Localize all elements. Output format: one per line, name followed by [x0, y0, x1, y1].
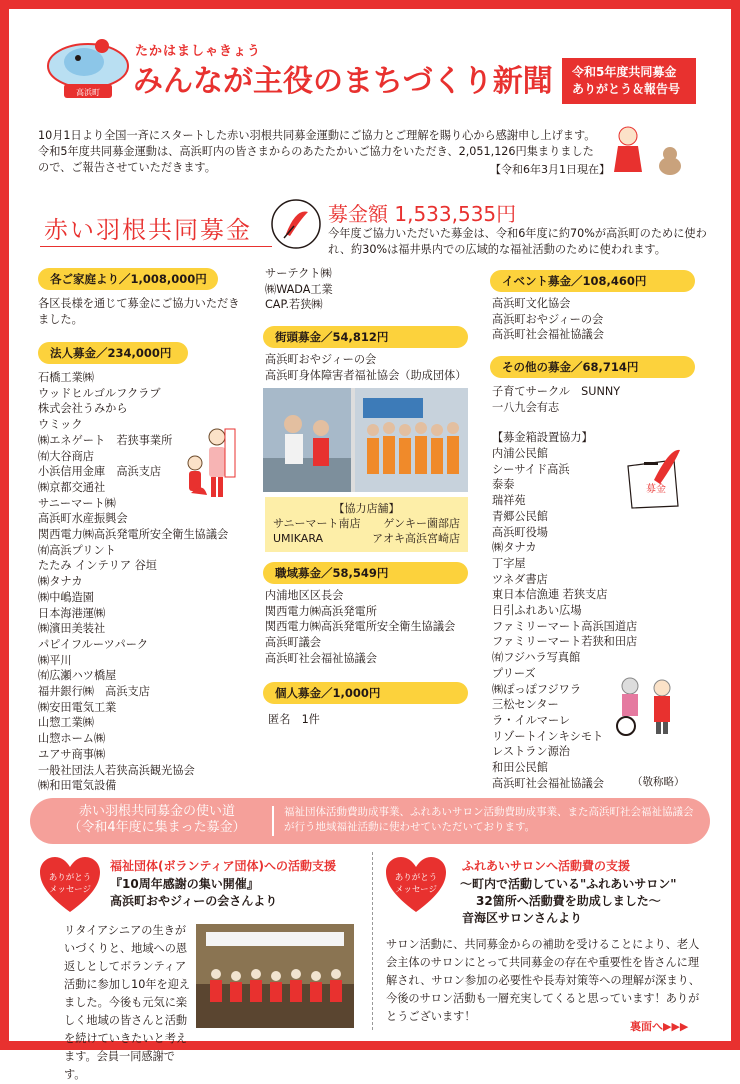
- section-title: 赤い羽根共同募金: [44, 216, 252, 244]
- box-title: 【募金箱設置協力】: [492, 431, 593, 444]
- list-item: 高浜町社会福祉協議会: [492, 776, 604, 790]
- heart-label-left: [35, 872, 105, 896]
- coop-store: サニーマート南店: [273, 517, 361, 530]
- left-story-subtitle-2: 高浜町おやジィーの会さんより: [110, 894, 278, 908]
- issue-badge: [562, 58, 696, 104]
- list-item: 高浜町水産振興会: [38, 512, 128, 526]
- list-item: ㈲広瀬ハツ橋屋: [38, 669, 117, 683]
- list-item: ㈱エネゲート 若狭事業所: [38, 433, 173, 447]
- list-item: 一般社団法人若狭高浜観光協会: [38, 763, 195, 777]
- list-item: ㈱ぽっぽフジワラ: [492, 682, 582, 696]
- coop-store: アオキ高浜宮崎店: [372, 532, 460, 545]
- list-item: 山惣工業㈱: [38, 716, 94, 730]
- heart-label-line-2: メッセージ: [49, 885, 91, 895]
- list-item: 内浦地区区長会: [265, 589, 344, 602]
- list-item: 石橋工業㈱: [38, 371, 94, 384]
- logo-text: 高浜町: [76, 88, 100, 97]
- list-item: 小浜信用金庫 高浜支店: [38, 465, 162, 479]
- section-underline: [40, 246, 272, 247]
- banner-title: [52, 804, 262, 836]
- banner-separator: [272, 806, 274, 836]
- banner-text: 福祉団体活動費助成事業、ふれあいサロン活動費助成事業、また高浜町社会福祉協議会が行う地域福祉活動に使わせていただいております。: [284, 806, 694, 833]
- heart-label-right: [381, 872, 451, 896]
- mascot-logo-icon: [44, 32, 132, 104]
- list-item: ㈱平川: [38, 653, 72, 667]
- column2-top-list: [265, 266, 333, 313]
- street-list: [265, 352, 466, 383]
- list-item: ウッドヒルゴルフクラブ: [38, 386, 161, 400]
- list-item: 内浦公民館: [492, 447, 548, 460]
- list-item: 関西電力㈱高浜発電所: [265, 604, 377, 618]
- event-list: [492, 296, 604, 343]
- left-story-subtitle-1: 『10周年感謝の集い開催』: [110, 877, 259, 891]
- concert-photo: [196, 924, 354, 1028]
- list-item: 株式会社うみから: [38, 402, 128, 416]
- girl-mascot-icon: [608, 122, 688, 182]
- list-item: ㈱WADA工業: [265, 282, 333, 296]
- list-item: 高浜町おやジィーの会: [265, 353, 377, 366]
- coop-store: ゲンキー薗部店: [383, 517, 460, 530]
- list-item: ㈱京都交通社: [38, 480, 106, 494]
- list-item: 日引ふれあい広場: [492, 604, 582, 618]
- intro-date: 【令和6年3月1日現在】: [490, 163, 610, 176]
- list-item: ファミリーマート高浜国道店: [492, 619, 638, 633]
- list-item: ウミック: [38, 418, 83, 432]
- list-item: 一八九会有志: [492, 400, 560, 414]
- left-story-body: リタイアシニアの生きがいづくりと、地域への恩返しとしてボランティア活動に参加し10年を迎えました。今後も元気に楽しく地域の皆さんと活動を続けていきたいと考えます。会員一同感謝です。: [64, 924, 191, 1081]
- list-item: 高浜町役場: [492, 525, 548, 539]
- list-item: 泰泰: [492, 478, 515, 492]
- list-item: 高浜町社会福祉協議会: [492, 328, 604, 342]
- list-item: ㈱中嶋造園: [38, 590, 94, 604]
- elderly-couple-icon: [610, 676, 686, 736]
- list-item: CAP.若狭㈱: [265, 298, 323, 312]
- home-text-line-1: 各区長様を通じて募金にご協力いただき: [38, 297, 240, 310]
- pill-other: その他の募金／68,714円: [490, 356, 695, 378]
- list-item: 瑞祥苑: [492, 494, 526, 508]
- pill-home: 各ご家庭より／1,008,000円: [38, 268, 218, 290]
- home-text: [38, 296, 239, 327]
- street-fundraising-photo: [263, 388, 468, 492]
- list-item: サニーマート㈱: [38, 496, 116, 510]
- right-story-title: ふれあいサロンへ活動費の支援: [462, 859, 631, 873]
- list-item: ㈲高浜プリント: [38, 543, 116, 557]
- list-item: ㈱和田電気設備: [38, 779, 117, 793]
- donation-description: 今年度ご協力いただいた募金は、令和6年度に約70%が高浜町のために使われ、約30%は福井県内での広域的な福祉活動のために使われます。: [328, 227, 707, 256]
- left-story-title: 福祉団体(ボランティア団体)への活動支援: [110, 859, 337, 873]
- right-story-subtitle-2: 32箇所へ活動費を助成しました～: [476, 894, 661, 908]
- column-divider: [372, 852, 373, 1030]
- concert-illustration: [196, 924, 354, 1028]
- list-item: 関西電力㈱高浜発電所安全衛生協議会: [38, 528, 229, 542]
- list-item: ㈱安田電気工業: [38, 700, 117, 714]
- list-item: ㈲大谷商店: [38, 449, 94, 463]
- right-story-body: サロン活動に、共同募金からの補助を受けることにより、老人会主体のサロンにとって共同募金の存在や重要性を皆さんに理解され、サロン参加の必要性や長寿対策等への理解が深まり、今後のサロン活動も一層充実してくると思っています！ありがとうございます！: [386, 938, 700, 1023]
- list-item: たたみ インテリア 谷垣: [38, 559, 157, 573]
- list-item: 東日本信漁連 若狭支店: [492, 588, 608, 602]
- list-item: ㈱濱田美装社: [38, 622, 106, 636]
- list-item: 高浜町身体障害者福祉協会（助成団体）: [265, 368, 467, 382]
- list-item: ツネダ書店: [492, 572, 548, 586]
- coop-title: 【協力店舗】: [333, 502, 400, 515]
- pill-workplace: 職域募金／58,549円: [263, 562, 468, 584]
- list-item: 青郷公民館: [492, 509, 548, 523]
- heart-label-line-2: メッセージ: [395, 885, 437, 895]
- coop-store: UMIKARA: [273, 532, 324, 545]
- list-item: 山惣ホーム㈱: [38, 732, 106, 746]
- list-item: 和田公民館: [492, 761, 548, 775]
- list-item: パピイフルーツパーク: [38, 637, 149, 651]
- other-list: [492, 384, 620, 415]
- page-title: みんなが主役のまちづくり新聞: [133, 64, 553, 99]
- right-story-subtitle-3: 音海区サロンさんより: [462, 911, 583, 925]
- list-item: ㈱タナカ: [38, 575, 83, 589]
- header-kana: たかはましゃきょう: [135, 44, 262, 59]
- coop-row-1: [273, 516, 460, 531]
- pill-event: イベント募金／108,460円: [490, 270, 695, 292]
- list-item: 子育てサークル SUNNY: [492, 385, 621, 398]
- list-item: 高浜町おやジィーの会: [492, 312, 604, 326]
- list-item: 関西電力㈱高浜発電所安全衛生協議会: [265, 620, 456, 634]
- cooperating-stores: [265, 497, 468, 552]
- banner-title-line-2: （令和4年度に集まった募金）: [68, 820, 246, 835]
- home-text-line-2: ました。: [38, 312, 83, 326]
- list-item: 高浜町文化協会: [492, 297, 571, 310]
- list-item: リゾートインキシモト: [492, 729, 604, 743]
- donation-box-list: [492, 446, 637, 791]
- donation-box-icon: [624, 440, 682, 510]
- red-feather-logo-icon: [270, 198, 322, 250]
- badge-line-2: ありがとう＆報告号: [572, 82, 681, 96]
- pill-personal: 個人募金／1,000円: [263, 682, 468, 704]
- personal-text: 匿名 1件: [268, 713, 320, 726]
- pill-corporate: 法人募金／234,000円: [38, 342, 188, 364]
- list-item: 三松センター: [492, 698, 559, 712]
- box-label: 募金: [646, 484, 666, 495]
- donation-amount: 募金額 1,533,535円: [328, 202, 517, 226]
- banner-title-line-1: 赤い羽根共同募金の使い道: [78, 804, 235, 819]
- pill-street: 街頭募金／54,812円: [263, 326, 468, 348]
- list-item: プリーズ: [492, 666, 536, 680]
- right-story-subtitle-1: ～町内で活動している"ふれあいサロン": [460, 877, 677, 891]
- list-item: ファミリーマート若狭和田店: [492, 635, 638, 649]
- list-item: 日本海港運㈱: [38, 606, 106, 620]
- list-item: 丁字屋: [492, 556, 526, 570]
- list-item: ㈲フジハラ写真館: [492, 651, 581, 665]
- list-item: サーテクト㈱: [265, 267, 332, 280]
- list-item: ユアサ商事㈱: [38, 747, 106, 761]
- coop-row-2: [273, 531, 460, 546]
- list-item: シーサイド高浜: [492, 462, 570, 476]
- list-item: レストラン源治: [492, 745, 570, 759]
- heart-label-line-1: ありがとう: [48, 873, 92, 883]
- next-page-link[interactable]: 裏面へ▶▶▶: [630, 1020, 689, 1033]
- heart-label-line-1: ありがとう: [394, 873, 438, 883]
- list-item: 高浜町議会: [265, 636, 321, 650]
- list-item: ラ・イルマーレ: [492, 713, 571, 727]
- children-with-sign-icon: [183, 425, 239, 505]
- intro-text: 10月1日より全国一斉にスタートした赤い羽根共同募金運動にご協力とご理解を賜り心から感謝申し上げます。令和5年度共同募金運動は、高浜町内の皆さまからのあたたかいご協力をいただき、2,051,126円集まりましたので、ご報告させていただきます。: [38, 129, 596, 174]
- list-item: 福井銀行㈱ 高浜支店: [38, 685, 150, 699]
- honorifics-omitted-note: （敬称略）: [632, 776, 685, 788]
- badge-line-1: 令和5年度共同募金: [572, 65, 677, 79]
- list-item: ㈱タナカ: [492, 541, 537, 555]
- list-item: 高浜町社会福祉協議会: [265, 651, 377, 665]
- workplace-list: [265, 588, 455, 667]
- photo-illustration: [263, 388, 468, 492]
